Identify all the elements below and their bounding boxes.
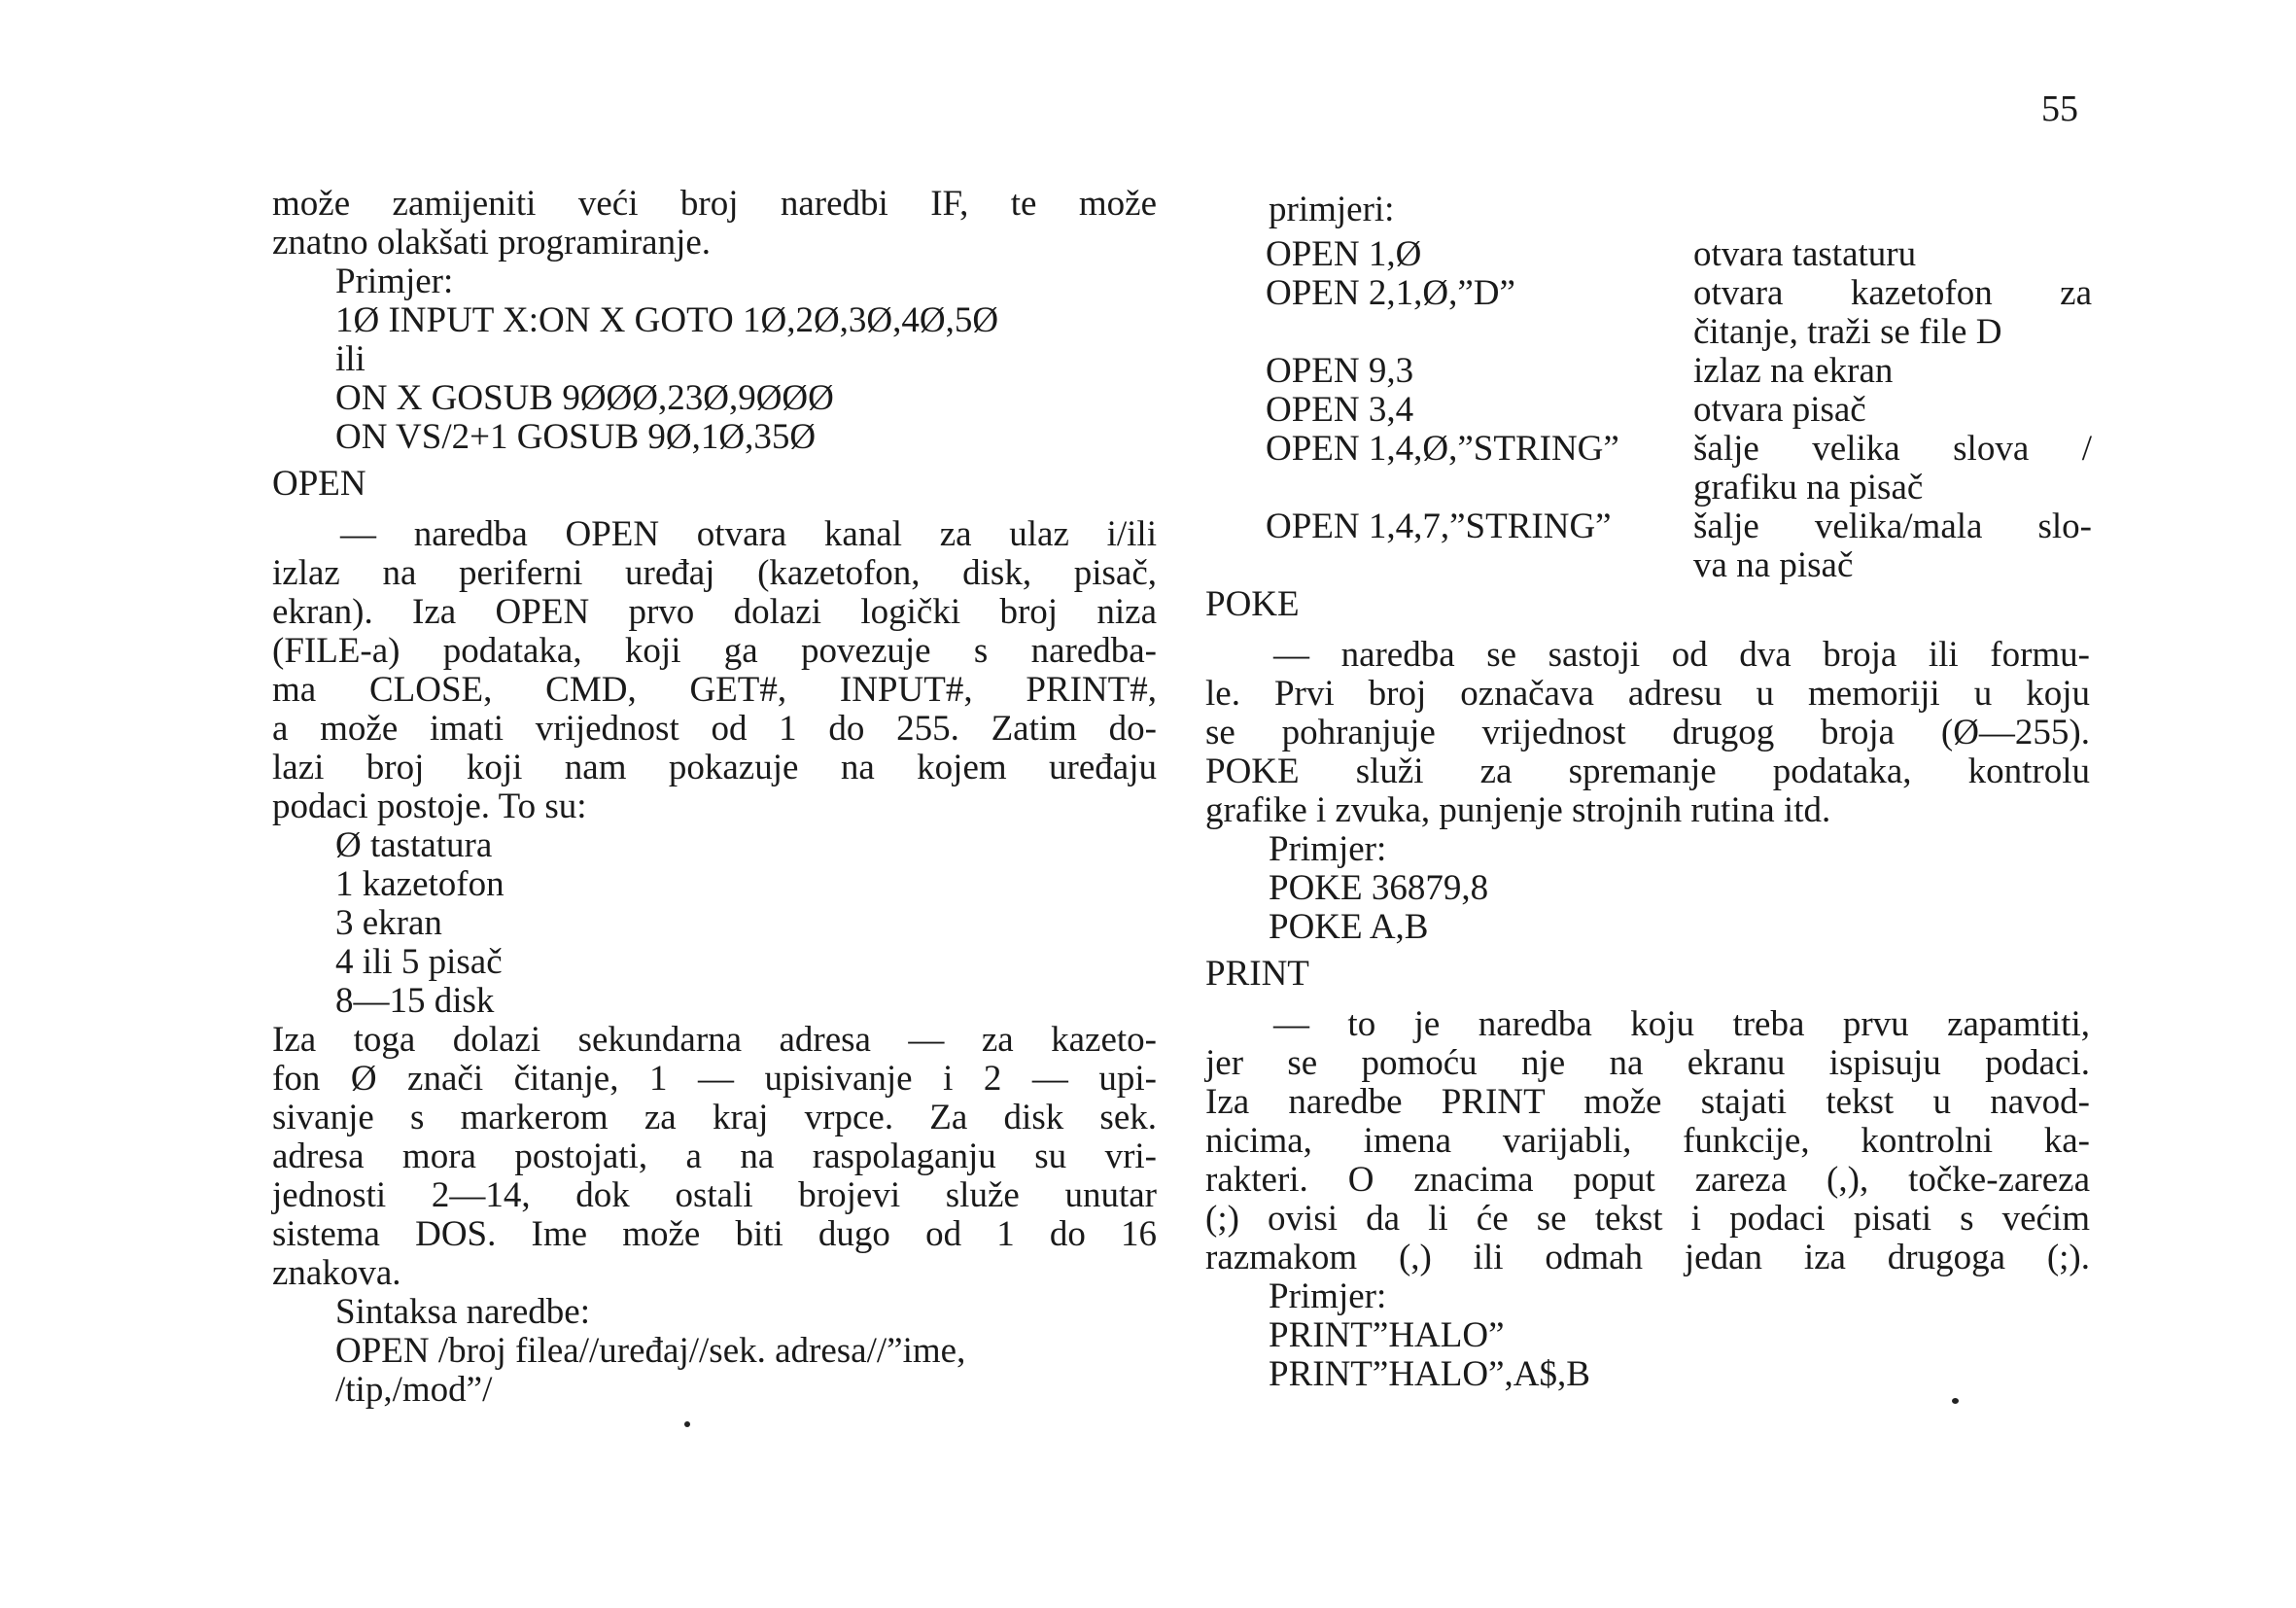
text-line: lazi broj koji nam pokazuje na kojem uređaju bbox=[272, 748, 1157, 787]
print-example bbox=[1205, 1277, 2090, 1394]
text-line: (FILE-a) podataka, koji ga povezuje s naredba- bbox=[272, 631, 1157, 671]
syntax-label: Sintaksa naredbe: bbox=[335, 1292, 590, 1332]
text-line: — naredba OPEN otvara kanal za ulaz i/ili bbox=[340, 514, 1157, 554]
code-line: PRINT”HALO”,A$,B bbox=[1269, 1354, 1590, 1394]
on-example bbox=[272, 262, 1157, 457]
text-line: jednosti 2—14, dok ostali brojevi služe unutar bbox=[272, 1175, 1157, 1215]
intro-paragraph bbox=[272, 185, 1157, 262]
text-line: Iza naredbe PRINT može stajati tekst u navod- bbox=[1205, 1082, 2090, 1122]
table-row bbox=[1266, 507, 2092, 585]
syntax-block bbox=[272, 1293, 1157, 1410]
print-heading: PRINT bbox=[1205, 954, 1309, 994]
poke-paragraph bbox=[1205, 636, 2090, 830]
example-description bbox=[1693, 352, 2092, 391]
text-line: se pohranjuje vrijednost drugog broja (Ø—255). bbox=[1205, 713, 2090, 752]
text-line: grafike i zvuka, punjenje strojnih rutina itd. bbox=[1205, 790, 1831, 830]
code-line: ON X GOSUB 9ØØØ,23Ø,9ØØØ bbox=[335, 378, 834, 418]
table-row bbox=[1266, 391, 2092, 430]
list-item: 3 ekran bbox=[335, 903, 442, 943]
text-line: (;) ovisi da li će se tekst i podaci pisati s većim bbox=[1205, 1199, 2090, 1239]
code-line: OPEN /broj filea//uređaj//sek. adresa//”ime, bbox=[335, 1331, 966, 1371]
text-line: a može imati vrijednost od 1 do 255. Zatim do- bbox=[272, 709, 1157, 749]
text-line: znakova. bbox=[272, 1253, 401, 1293]
poke-heading: POKE bbox=[1205, 584, 1300, 624]
example-description bbox=[1693, 507, 2092, 585]
code-line: 1Ø INPUT X:ON X GOTO 1Ø,2Ø,3Ø,4Ø,5Ø bbox=[335, 300, 999, 340]
example-description bbox=[1693, 274, 2092, 352]
text-line: ekran). Iza OPEN prvo dolazi logički broj niza bbox=[272, 592, 1157, 632]
open-paragraph bbox=[272, 515, 1157, 826]
example-command: OPEN 2,1,Ø,”D” bbox=[1266, 273, 1515, 313]
open-heading: OPEN bbox=[272, 464, 366, 504]
text-line: razmakom (,) ili odmah jedan iza drugoga (;). bbox=[1205, 1238, 2090, 1277]
list-item: 4 ili 5 pisač bbox=[335, 942, 503, 982]
text-line: ma CLOSE, CMD, GET#, INPUT#, PRINT#, bbox=[272, 670, 1157, 710]
example-command: OPEN 1,4,Ø,”STRING” bbox=[1266, 429, 1619, 469]
table-row bbox=[1266, 352, 2092, 391]
text-line: sistema DOS. Ime može biti dugo od 1 do 16 bbox=[272, 1214, 1157, 1254]
scan-speck bbox=[684, 1421, 690, 1427]
text-line: otvara pisač bbox=[1693, 390, 1866, 430]
text-line: čitanje, traži se file D bbox=[1693, 312, 2002, 352]
text-line: otvara kazetofon za bbox=[1693, 273, 2092, 313]
text-line: otvara tastaturu bbox=[1693, 234, 1917, 274]
text-line: može zamijeniti veći broj naredbi IF, te može bbox=[272, 184, 1157, 224]
list-item: Ø tastatura bbox=[335, 825, 493, 865]
code-line: PRINT”HALO” bbox=[1269, 1315, 1505, 1355]
text-line: izlaz na ekran bbox=[1693, 351, 1894, 391]
left-column bbox=[272, 185, 1157, 1410]
example-command: OPEN 3,4 bbox=[1266, 390, 1414, 430]
text-line: Iza toga dolazi sekundarna adresa — za kazeto- bbox=[272, 1020, 1157, 1060]
code-line: /tip,/mod”/ bbox=[335, 1370, 493, 1410]
table-row bbox=[1266, 235, 2092, 274]
text-line: podaci postoje. To su: bbox=[272, 787, 587, 826]
text-line: le. Prvi broj označava adresu u memoriji u koju bbox=[1205, 674, 2090, 714]
text-line: va na pisač bbox=[1693, 545, 1854, 585]
code-line: POKE 36879,8 bbox=[1269, 868, 1489, 908]
list-item: 1 kazetofon bbox=[335, 864, 504, 904]
example-description bbox=[1693, 391, 2092, 430]
text-line: nicima, imena varijabli, funkcije, kontrolni ka- bbox=[1205, 1121, 2090, 1161]
text-line: znatno olakšati programiranje. bbox=[272, 223, 712, 262]
text-line: jer se pomoću nje na ekranu ispisuju podaci. bbox=[1205, 1043, 2090, 1083]
code-line: ON VS/2+1 GOSUB 9Ø,1Ø,35Ø bbox=[335, 417, 817, 457]
secondary-address-paragraph bbox=[272, 1021, 1157, 1293]
code-line: ili bbox=[335, 339, 365, 379]
example-label: Primjer: bbox=[1269, 829, 1387, 869]
example-label: Primjer: bbox=[335, 262, 454, 301]
example-label: Primjer: bbox=[1269, 1276, 1387, 1316]
page-number: 55 bbox=[2041, 88, 2078, 129]
example-command: OPEN 1,Ø bbox=[1266, 234, 1422, 274]
table-row bbox=[1266, 274, 2092, 352]
example-command: OPEN 9,3 bbox=[1266, 351, 1414, 391]
text-line: — naredba se sastoji od dva broja ili formu- bbox=[1273, 635, 2090, 675]
scan-speck bbox=[1952, 1398, 1959, 1404]
text-line: POKE služi za spremanje podataka, kontrolu bbox=[1205, 752, 2090, 791]
print-paragraph bbox=[1205, 1005, 2090, 1277]
code-line: POKE A,B bbox=[1269, 907, 1429, 947]
text-line: šalje velika/mala slo- bbox=[1693, 507, 2092, 546]
example-description bbox=[1693, 430, 2092, 507]
text-line: sivanje s markerom za kraj vrpce. Za disk sek. bbox=[272, 1098, 1157, 1137]
right-column bbox=[1205, 191, 2090, 1394]
device-list bbox=[272, 826, 1157, 1021]
examples-label: primjeri: bbox=[1269, 190, 1395, 229]
text-line: — to je naredba koju treba prvu zapamtiti, bbox=[1273, 1004, 2090, 1044]
text-line: rakteri. O znacima poput zareza (,), točke-zareza bbox=[1205, 1160, 2090, 1200]
open-examples-table bbox=[1266, 235, 2092, 585]
example-command: OPEN 1,4,7,”STRING” bbox=[1266, 507, 1612, 546]
text-line: šalje velika slova / bbox=[1693, 429, 2092, 469]
text-line: izlaz na periferni uređaj (kazetofon, disk, pisač, bbox=[272, 553, 1157, 593]
example-description bbox=[1693, 235, 2092, 274]
text-line: adresa mora postojati, a na raspolaganju su vri- bbox=[272, 1136, 1157, 1176]
table-row bbox=[1266, 430, 2092, 507]
list-item: 8—15 disk bbox=[335, 981, 495, 1021]
poke-example bbox=[1205, 830, 2090, 947]
text-line: fon Ø znači čitanje, 1 — upisivanje i 2 — upi- bbox=[272, 1059, 1157, 1099]
text-line: grafiku na pisač bbox=[1693, 468, 1924, 507]
